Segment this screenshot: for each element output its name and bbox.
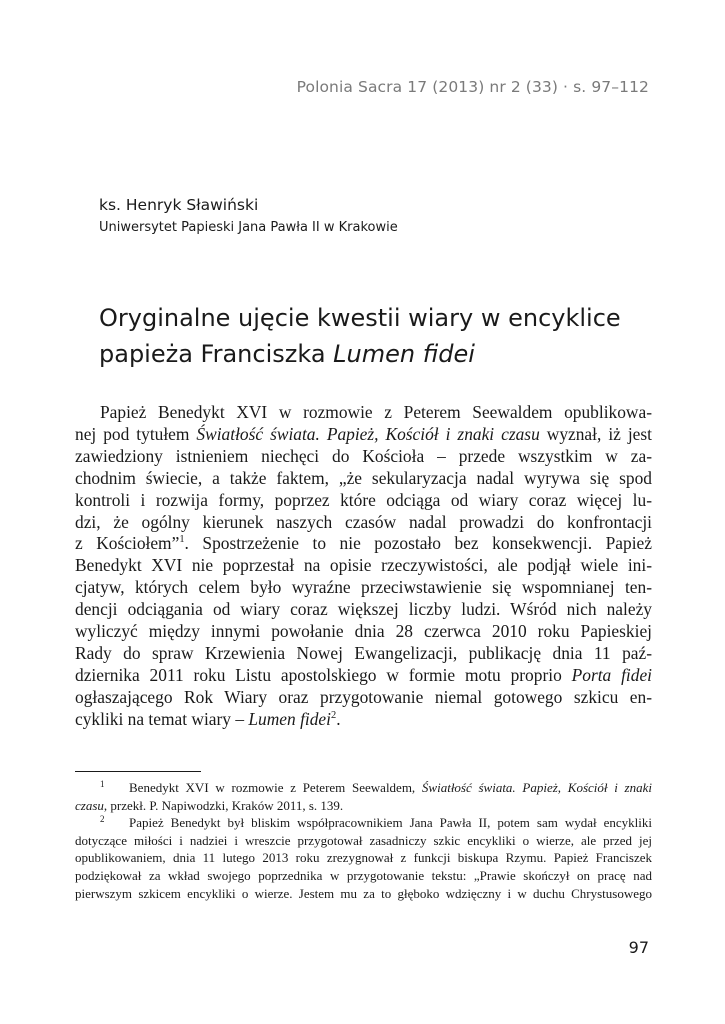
body-line: kontroli i rozwija formy, poprzez które odciąga od wiary coraz więcej lu-: [75, 489, 652, 510]
encyclical-title: Lumen fidei: [248, 708, 331, 729]
footnote-text: Benedykt XVI w rozmowie z Peterem Seewaldem,: [129, 780, 422, 795]
author-name: ks. Henryk Sławiński: [99, 196, 259, 214]
footnote-2-line: dotyczące miłości i nadziei i wreszcie przygotował zasadniczy szkic encykliki o wierze, ale przed jej: [75, 832, 652, 848]
footnote-2-line: pierwszym szkicem encykliki o wierze. Jestem mu za to głęboko wdzięczny i w duchu Chrystusowego: [75, 885, 652, 901]
body-line: Papież Benedykt XVI w rozmowie z Peterem Seewaldem opublikowa-: [100, 402, 652, 422]
body-text: wyznał, iż jest: [539, 423, 653, 444]
footnote-book-title: Światłość świata. Papież, Kościół i znaki: [421, 780, 652, 795]
body-line: dzi, że ogólny kierunek naszych czasów nadal prowadzi do konfrontacji: [75, 511, 652, 532]
body-line: wyliczyć między innymi powołanie dnia 28 czerwca 2010 roku Papieskiej: [75, 621, 652, 642]
body-text: cykliki na temat wiary –: [75, 708, 249, 729]
body-line: [75, 709, 652, 731]
footnote-book-title: czasu: [75, 797, 104, 813]
body-line: ogłaszającego Rok Wiary oraz przygotowanie niemal gotowego szkicu en-: [75, 686, 652, 707]
footnote-separator: [75, 771, 201, 772]
body-line: Rady do spraw Krzewienia Nowej Ewangelizacji, publikację dnia 11 paź-: [75, 642, 652, 663]
book-title: Światłość świata. Papież, Kościół i znaki czasu: [196, 423, 540, 444]
body-line: [75, 424, 652, 446]
article-title: [99, 300, 659, 372]
body-text: . Spostrzeżenie to nie pozostało bez konsekwencji. Papież: [184, 533, 652, 554]
body-text: z Kościołem”: [75, 533, 180, 554]
title-line-2-text: papieża Franciszka: [99, 340, 334, 368]
title-line-2: [99, 336, 659, 372]
footnote-text: , przekł. P. Napiwodzki, Kraków 2011, s. 139.: [103, 797, 344, 813]
body-line: Benedykt XVI nie poprzestał na opisie rzeczywistości, ale podjął wiele ini-: [75, 555, 652, 576]
body-line: [75, 533, 652, 555]
footnote-2-line: podziękował za wkład swojego poprzednika w przygotowanie tekstu: „Prawie skończył on pracę nad: [75, 867, 652, 883]
body-line: zawiedziony istnieniem niechęci do Kościoła – przede wszystkim w za-: [75, 445, 652, 466]
title-line-1: Oryginalne ujęcie kwestii wiary w encyklice: [99, 304, 621, 332]
page-number: 97: [628, 938, 649, 957]
footnote-ref-2[interactable]: 2: [330, 709, 337, 721]
footnote-2-line: opublikowaniem, dnia 11 lutego 2013 roku zrezygnował z funkcji biskupa Rzymu. Papież Franciszek: [75, 850, 652, 866]
author-affiliation: Uniwersytet Papieski Jana Pawła II w Krakowie: [99, 220, 398, 235]
body-text: nej pod tytułem: [75, 423, 197, 444]
footnote-1-line: 1 Benedykt XVI w rozmowie z Peterem Seewaldem, Światłość świata. Papież, Kościół i znaki: [100, 778, 652, 795]
body-line: [75, 665, 652, 687]
footnote-ref-1[interactable]: 1: [179, 534, 185, 546]
footnote-1-line: [75, 797, 652, 815]
title-encyclical-name: Lumen fidei: [333, 340, 475, 368]
journal-reference: Polonia Sacra 17 (2013) nr 2 (33) · s. 97–112: [296, 78, 649, 96]
footnotes: [75, 779, 652, 902]
footnote-2-line: 2 Papież Benedykt był bliskim współpracownikiem Jana Pawła II, potem sam wydał encykliki: [100, 813, 652, 831]
document-title: Porta fidei: [571, 664, 652, 685]
body-line: dencji odciągania od wiary coraz większej liczby ludzi. Wśród nich należy: [75, 599, 652, 620]
body-text: .: [336, 708, 341, 729]
body-line: chodnim świecie, a także faktem, „że sekularyzacja nadal wyrywa się spod: [75, 467, 652, 488]
body-line: cjatyw, których celem było wyraźne przeciwstawienie się wspomnianej ten-: [75, 577, 652, 598]
body-text: dziernika 2011 roku Listu apostolskiego w formie motu proprio: [75, 664, 572, 685]
footnote-text: Papież Benedykt był bliskim współpracownikiem Jana Pawła II, potem sam wydał encykliki: [129, 815, 652, 831]
body-paragraph: [75, 402, 652, 731]
